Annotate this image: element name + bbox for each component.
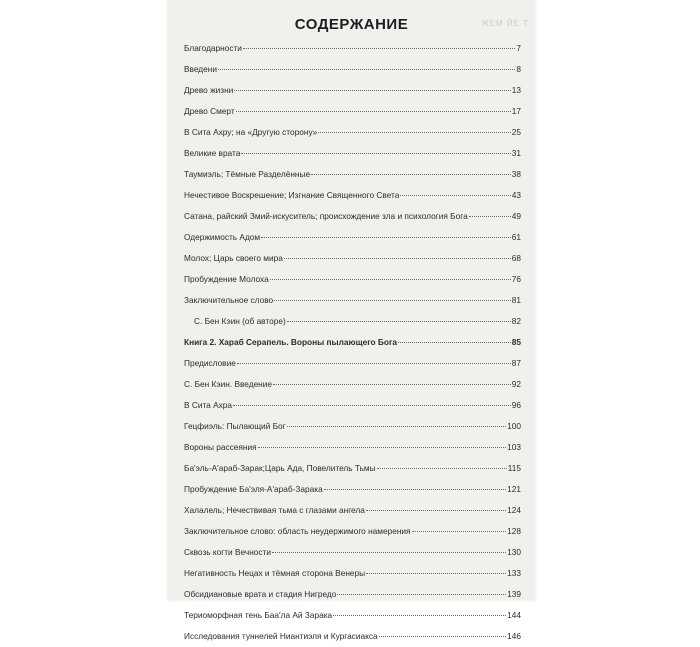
- toc-entry: [184, 542, 521, 563]
- toc-entry-page: 81: [511, 295, 521, 305]
- dot-leader: [412, 531, 507, 532]
- toc-entry-page: 25: [511, 127, 521, 137]
- toc-entry-page: 133: [507, 568, 521, 578]
- toc-entry: [184, 500, 521, 521]
- toc-entry-title: Пробуждение Ба'эля-А'араб-Зарака: [184, 484, 323, 494]
- toc-entry: [184, 227, 521, 248]
- toc-entry-page: 130: [507, 547, 521, 557]
- toc-entry-title: Таумиэль; Тёмные Разделённые: [184, 169, 311, 179]
- dot-leader: [324, 489, 506, 490]
- toc-entry-title: Обсидиановые врата и стадия Нигредо: [184, 589, 337, 599]
- dot-leader: [366, 573, 506, 574]
- dot-leader: [234, 90, 510, 91]
- dot-leader: [287, 321, 511, 322]
- toc-entry-title: Благодарности: [184, 43, 242, 53]
- toc-entry-title: Предисловие: [184, 358, 236, 368]
- toc-entry-page: 87: [511, 358, 521, 368]
- dot-leader: [337, 594, 506, 595]
- toc-entry-page: 61: [511, 232, 521, 242]
- toc-entry: [184, 122, 521, 143]
- dot-leader: [318, 132, 510, 133]
- toc-entry-title: Великие врата: [184, 148, 241, 158]
- toc-entry-title: В Сита Ахру; на «Другую сторону»: [184, 127, 318, 137]
- toc-entry-page: 144: [507, 610, 521, 620]
- toc-entry: [184, 332, 521, 353]
- toc-entry-title: Сквозь когти Вечности: [184, 547, 271, 557]
- toc-entry-title: Исследования туннелей Ниантиэля и Кургасиакса: [184, 631, 378, 641]
- toc-entry-page: 115: [507, 463, 521, 473]
- toc-entry-title: Введени: [184, 64, 217, 74]
- toc-entry-page: 146: [507, 631, 521, 641]
- toc-entry-page: 31: [511, 148, 521, 158]
- toc-entry: [184, 269, 521, 290]
- toc-entry-page: 68: [511, 253, 521, 263]
- book-page: [168, 0, 535, 641]
- toc-entry: [184, 290, 521, 311]
- toc-entry-page: 7: [516, 43, 521, 53]
- toc-entry-title: Одержимость Адом: [184, 232, 261, 242]
- toc-entry: [184, 59, 521, 80]
- toc-entry: [184, 206, 521, 227]
- toc-entry-title: Вороны рассеяния: [184, 442, 257, 452]
- toc-entry-title: Книга 2. Хараб Серапель. Вороны пылающего Бога: [184, 337, 398, 347]
- page-title: СОДЕРЖАНИЕ: [294, 16, 409, 33]
- dot-leader: [258, 447, 507, 448]
- toc-entry-page: 124: [507, 505, 521, 515]
- toc-entry-page: 96: [511, 400, 521, 410]
- toc-entry-title: Заключительное слово: область неудержимого намерения: [184, 526, 411, 536]
- toc-entry-title: С. Бен Кэин (об авторе): [194, 316, 286, 326]
- dot-leader: [273, 384, 511, 385]
- dot-leader: [233, 405, 511, 406]
- toc-entry-title: Сатана, райский Змий-искуситель; происхождение зла и психология Бога: [184, 211, 468, 221]
- dot-leader: [377, 468, 507, 469]
- dot-leader: [236, 111, 511, 112]
- dot-leader: [400, 195, 510, 196]
- toc-entry-title: С. Бен Кэин. Введение: [184, 379, 273, 389]
- toc-entry: [184, 563, 521, 584]
- dot-leader: [241, 153, 510, 154]
- faint-running-header: ЖЕМ ЙЕ Т: [481, 19, 529, 28]
- dot-leader: [366, 510, 506, 511]
- toc-entry-page: 85: [511, 337, 521, 347]
- toc-entry-page: 38: [511, 169, 521, 179]
- toc-entry: [184, 248, 521, 269]
- toc-entry-title: Халалель; Нечествивая тьма с глазами ангела: [184, 505, 365, 515]
- toc-entry-page: 43: [511, 190, 521, 200]
- dot-leader: [274, 300, 511, 301]
- toc-entry: [184, 353, 521, 374]
- toc-entry-title: Молох; Царь своего мира: [184, 253, 283, 263]
- dot-leader: [469, 216, 511, 217]
- toc-entry-page: 76: [511, 274, 521, 284]
- dot-leader: [261, 237, 511, 238]
- dot-leader: [287, 426, 506, 427]
- dot-leader: [398, 342, 511, 343]
- toc-entry-title: В Сита Ахра: [184, 400, 233, 410]
- toc-entry: [184, 584, 521, 605]
- toc-entry-title: Древо жизни: [184, 85, 234, 95]
- toc-entry: [184, 626, 521, 647]
- toc-entry-page: 139: [507, 589, 521, 599]
- toc-entry-title: Гецфиэль: Пылающий Бог: [184, 421, 286, 431]
- toc-entry: [184, 101, 521, 122]
- toc-entry: [184, 311, 521, 332]
- toc-entry: [184, 38, 521, 59]
- toc-entry: [184, 374, 521, 395]
- toc-entry-page: 82: [511, 316, 521, 326]
- toc-entry: [184, 458, 521, 479]
- dot-leader: [218, 69, 515, 70]
- toc-entry: [184, 605, 521, 626]
- table-of-contents: [184, 38, 521, 647]
- toc-entry: [184, 416, 521, 437]
- toc-entry-page: 100: [507, 421, 521, 431]
- toc-entry-title: Заключительное слово: [184, 295, 274, 305]
- toc-entry-title: Пробуждение Молоха: [184, 274, 269, 284]
- toc-entry-page: 13: [511, 85, 521, 95]
- toc-entry-title: Ба'эль-А'араб-Зарак;Царь Ада, Повелитель Тьмы: [184, 463, 376, 473]
- toc-entry: [184, 143, 521, 164]
- toc-entry-title: Древо Смерт: [184, 106, 235, 116]
- dot-leader: [243, 48, 515, 49]
- toc-entry-title: Териоморфная тень Баа'ла Ай Зарака: [184, 610, 333, 620]
- dot-leader: [270, 279, 511, 280]
- toc-entry-page: 92: [511, 379, 521, 389]
- toc-entry: [184, 437, 521, 458]
- toc-entry-page: 128: [507, 526, 521, 536]
- dot-leader: [379, 636, 507, 637]
- toc-entry: [184, 395, 521, 416]
- dot-leader: [237, 363, 511, 364]
- toc-entry-page: 121: [507, 484, 521, 494]
- toc-entry: [184, 80, 521, 101]
- toc-entry: [184, 479, 521, 500]
- toc-entry-page: 49: [511, 211, 521, 221]
- toc-entry-title: Негативность Нецах и тёмная сторона Венеры: [184, 568, 366, 578]
- dot-leader: [311, 174, 511, 175]
- toc-entry-page: 103: [507, 442, 521, 452]
- toc-entry: [184, 185, 521, 206]
- dot-leader: [272, 552, 506, 553]
- toc-entry-page: 17: [511, 106, 521, 116]
- dot-leader: [333, 615, 506, 616]
- toc-entry: [184, 164, 521, 185]
- toc-entry: [184, 521, 521, 542]
- dot-leader: [284, 258, 511, 259]
- toc-entry-title: Нечестивое Воскрешение; Изгнание Священного Света: [184, 190, 400, 200]
- toc-entry-page: 8: [516, 64, 521, 74]
